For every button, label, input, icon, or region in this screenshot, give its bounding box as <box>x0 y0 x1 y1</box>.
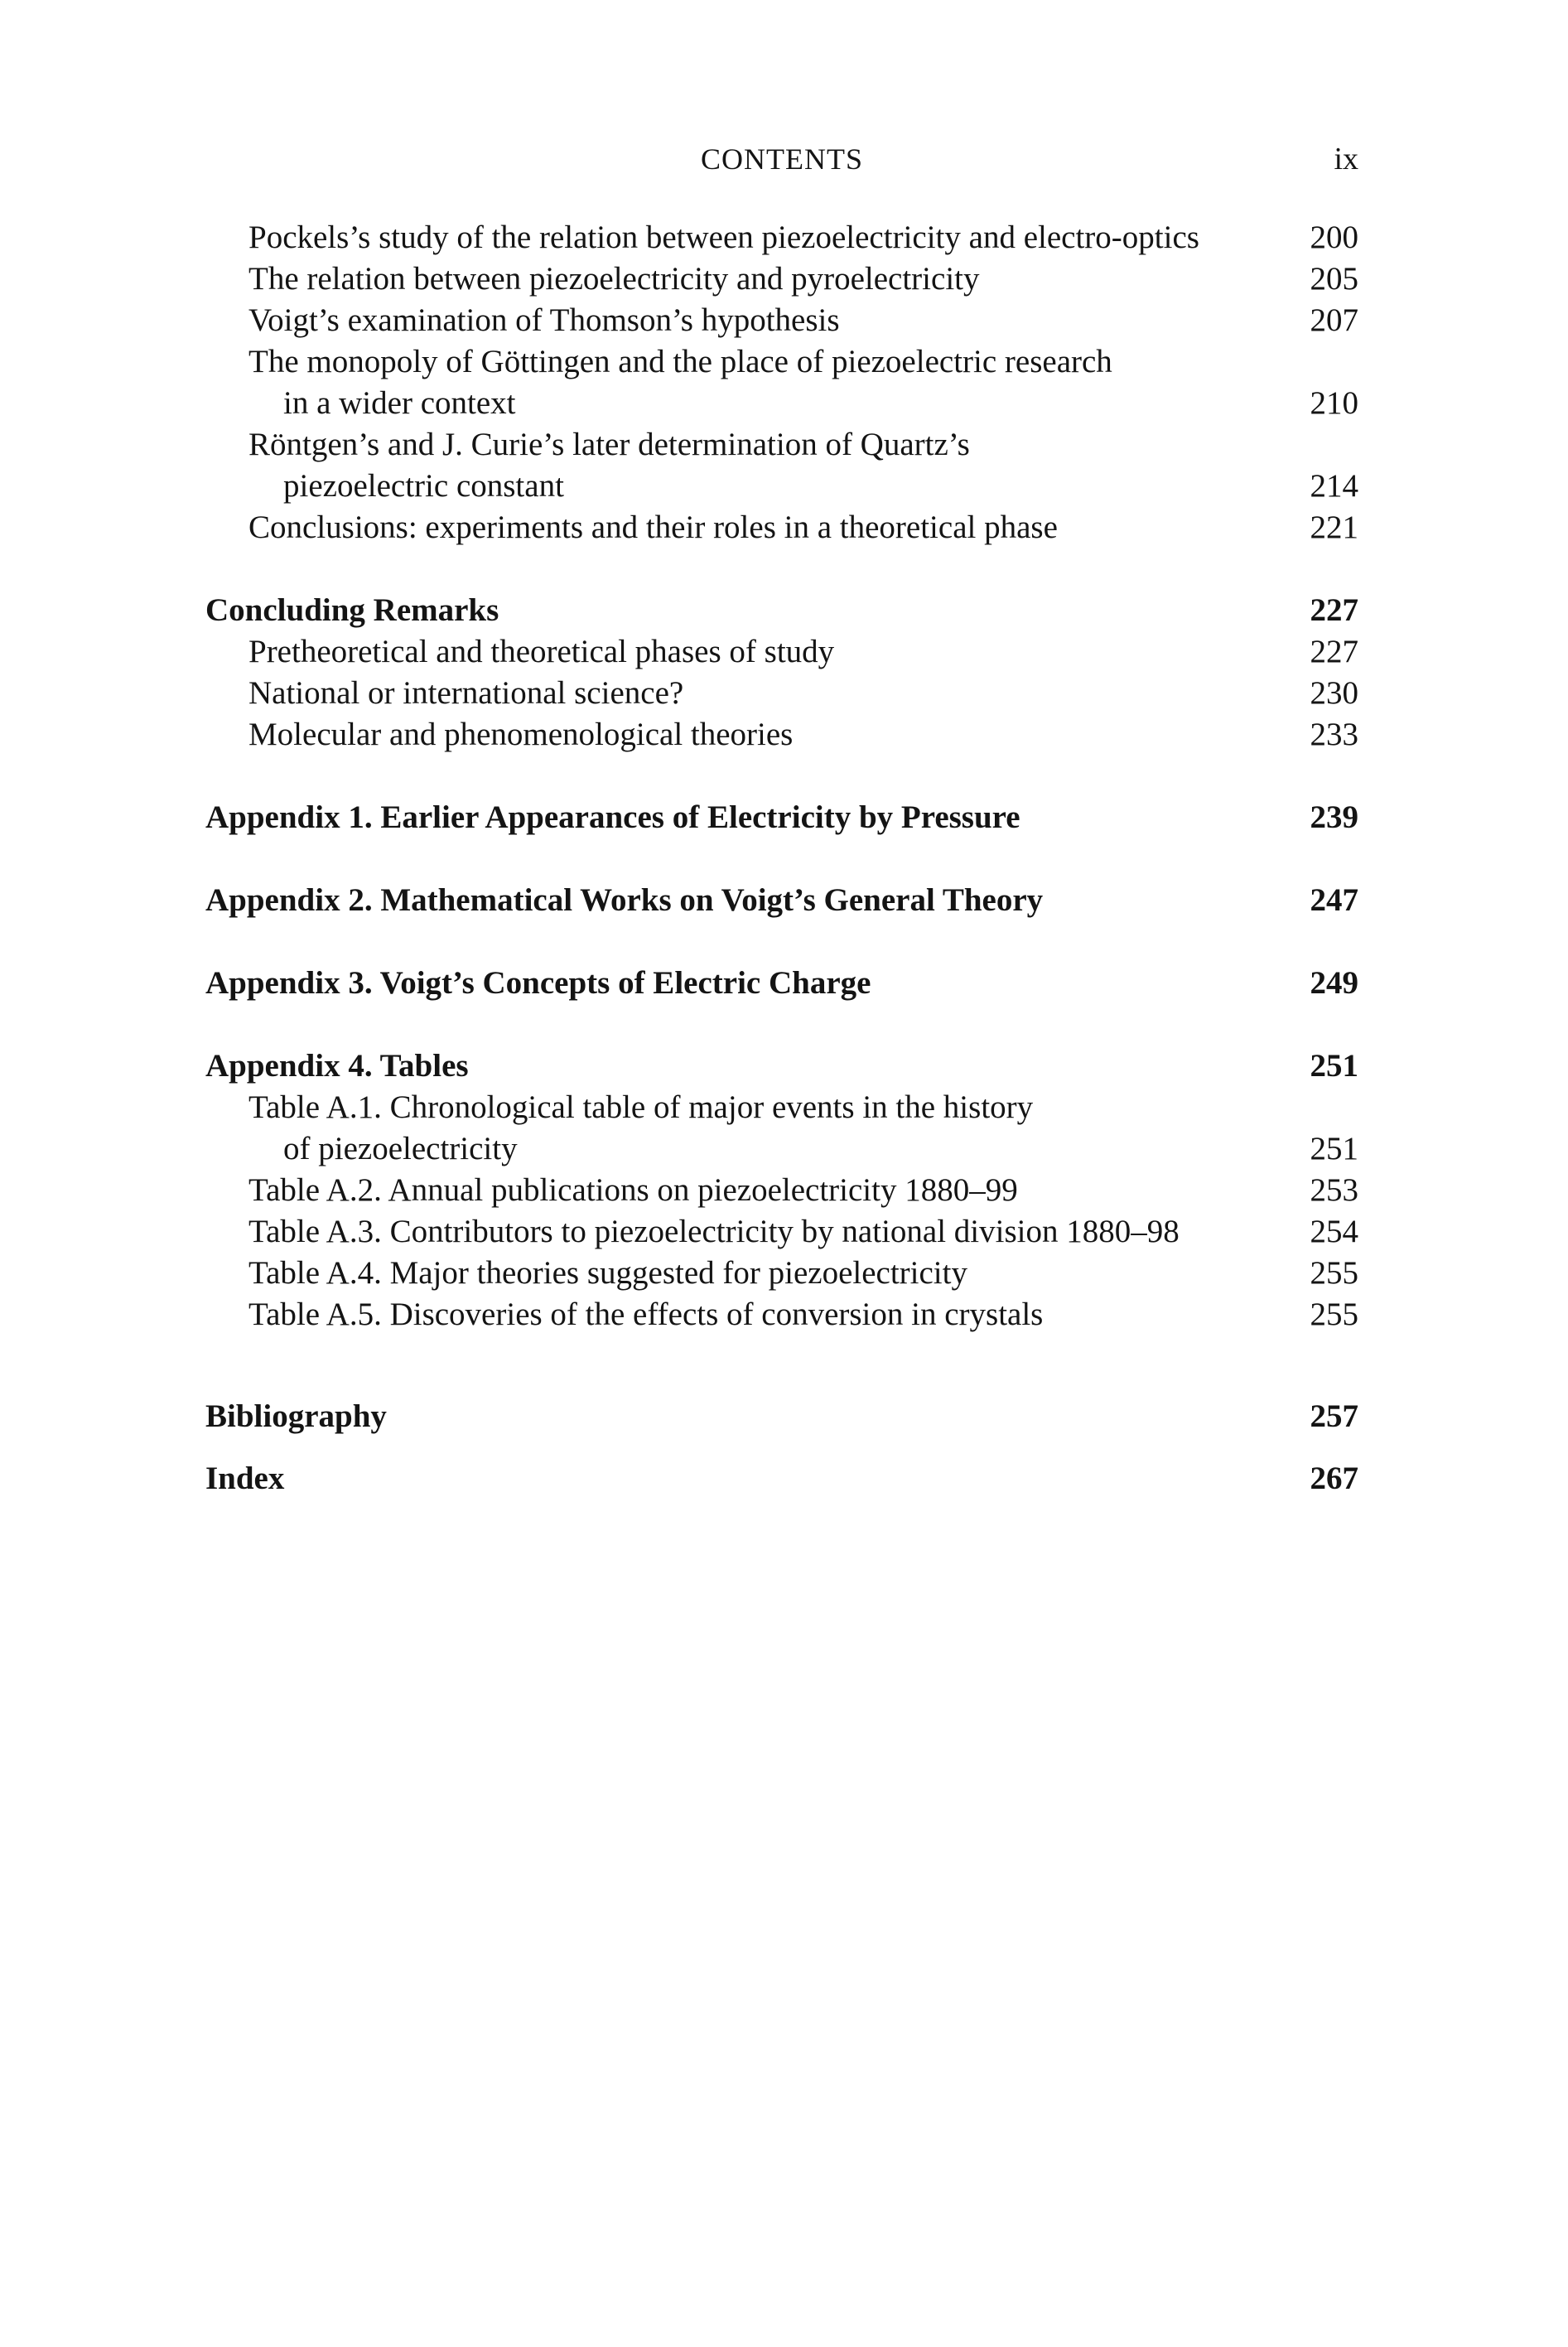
page-number: ix <box>1334 142 1358 176</box>
running-header-title: CONTENTS <box>701 142 863 176</box>
toc-entry-page: 200 <box>1310 220 1358 255</box>
table-of-contents <box>205 217 1358 1499</box>
toc-entry <box>205 424 1358 466</box>
toc-entry-page: 207 <box>1310 302 1358 338</box>
toc-entry-title: Pretheoretical and theoretical phases of study <box>248 634 835 669</box>
toc-chapter <box>205 1396 1358 1437</box>
toc-entry-continuation <box>205 1128 1358 1170</box>
toc-entry-title: piezoelectric constant <box>283 468 564 504</box>
toc-chapter <box>205 590 1358 631</box>
toc-entry <box>205 1294 1358 1335</box>
toc-entry-title: in a wider context <box>283 385 516 421</box>
toc-entry <box>205 507 1358 548</box>
toc-chapter-title: Appendix 3. Voigt’s Concepts of Electric Charge <box>205 965 871 1001</box>
toc-entry <box>205 341 1358 383</box>
toc-entry-page: 255 <box>1310 1255 1358 1291</box>
toc-entry-continuation <box>205 466 1358 507</box>
toc-entry-title: Molecular and phenomenological theories <box>248 717 794 752</box>
toc-entry-title: Voigt’s examination of Thomson’s hypothesis <box>248 302 840 338</box>
toc-entry-page: 251 <box>1310 1131 1358 1166</box>
toc-chapter <box>205 880 1358 921</box>
toc-entry-page: 210 <box>1310 385 1358 421</box>
toc-entry-continuation <box>205 383 1358 424</box>
toc-entry <box>205 673 1358 714</box>
toc-entry-page: 221 <box>1310 509 1358 545</box>
toc-entry-page: 255 <box>1310 1297 1358 1332</box>
toc-entry-page: 254 <box>1310 1214 1358 1249</box>
toc-entry <box>205 1211 1358 1253</box>
toc-entry-title: National or international science? <box>248 675 684 711</box>
running-header <box>205 138 1358 181</box>
toc-entry <box>205 258 1358 300</box>
toc-chapter-title: Appendix 2. Mathematical Works on Voigt’s General Theory <box>205 882 1044 918</box>
toc-chapter-page: 257 <box>1310 1398 1358 1434</box>
toc-entry-title: The monopoly of Göttingen and the place of piezoelectric research <box>248 344 1112 379</box>
toc-entry-title: Table A.5. Discoveries of the effects of conversion in crystals <box>248 1297 1044 1332</box>
toc-entry-page: 230 <box>1310 675 1358 711</box>
toc-chapter <box>205 1458 1358 1499</box>
toc-entry <box>205 300 1358 341</box>
toc-entry-title: of piezoelectricity <box>283 1131 518 1166</box>
toc-entry-title: Table A.3. Contributors to piezoelectricity by national division 1880–98 <box>248 1214 1180 1249</box>
toc-entry-page: 233 <box>1310 717 1358 752</box>
toc-chapter-title: Bibliography <box>205 1398 387 1434</box>
toc-entry-title: Conclusions: experiments and their roles in a theoretical phase <box>248 509 1058 545</box>
toc-chapter <box>205 963 1358 1004</box>
toc-chapter-title: Index <box>205 1461 285 1496</box>
toc-entry-title: Table A.1. Chronological table of major events in the history <box>248 1089 1034 1125</box>
toc-entry <box>205 714 1358 756</box>
toc-entry <box>205 1170 1358 1211</box>
toc-entry-page: 253 <box>1310 1172 1358 1208</box>
toc-entry-page: 227 <box>1310 634 1358 669</box>
toc-chapter-page: 247 <box>1310 882 1358 918</box>
toc-entry-title: Pockels’s study of the relation between piezoelectricity and electro-optics <box>248 220 1199 255</box>
toc-entry-title: Röntgen’s and J. Curie’s later determination of Quartz’s <box>248 427 970 462</box>
toc-chapter-page: 267 <box>1310 1461 1358 1496</box>
toc-chapter-title: Appendix 4. Tables <box>205 1048 469 1084</box>
toc-entry-title: The relation between piezoelectricity and pyroelectricity <box>248 261 980 297</box>
toc-entry-title: Table A.2. Annual publications on piezoelectricity 1880–99 <box>248 1172 1018 1208</box>
toc-chapter-title: Concluding Remarks <box>205 592 499 628</box>
toc-entry <box>205 631 1358 673</box>
toc-entry <box>205 1087 1358 1128</box>
toc-chapter-page: 251 <box>1310 1048 1358 1084</box>
toc-chapter-page: 239 <box>1310 799 1358 835</box>
toc-entry-page: 205 <box>1310 261 1358 297</box>
toc-chapter-title: Appendix 1. Earlier Appearances of Electricity by Pressure <box>205 799 1020 835</box>
toc-chapter-page: 227 <box>1310 592 1358 628</box>
toc-entry-title: Table A.4. Major theories suggested for piezoelectricity <box>248 1255 967 1291</box>
toc-chapter <box>205 797 1358 838</box>
toc-entry <box>205 217 1358 258</box>
toc-entry <box>205 1253 1358 1294</box>
toc-chapter-page: 249 <box>1310 965 1358 1001</box>
toc-chapter <box>205 1046 1358 1087</box>
toc-entry-page: 214 <box>1310 468 1358 504</box>
